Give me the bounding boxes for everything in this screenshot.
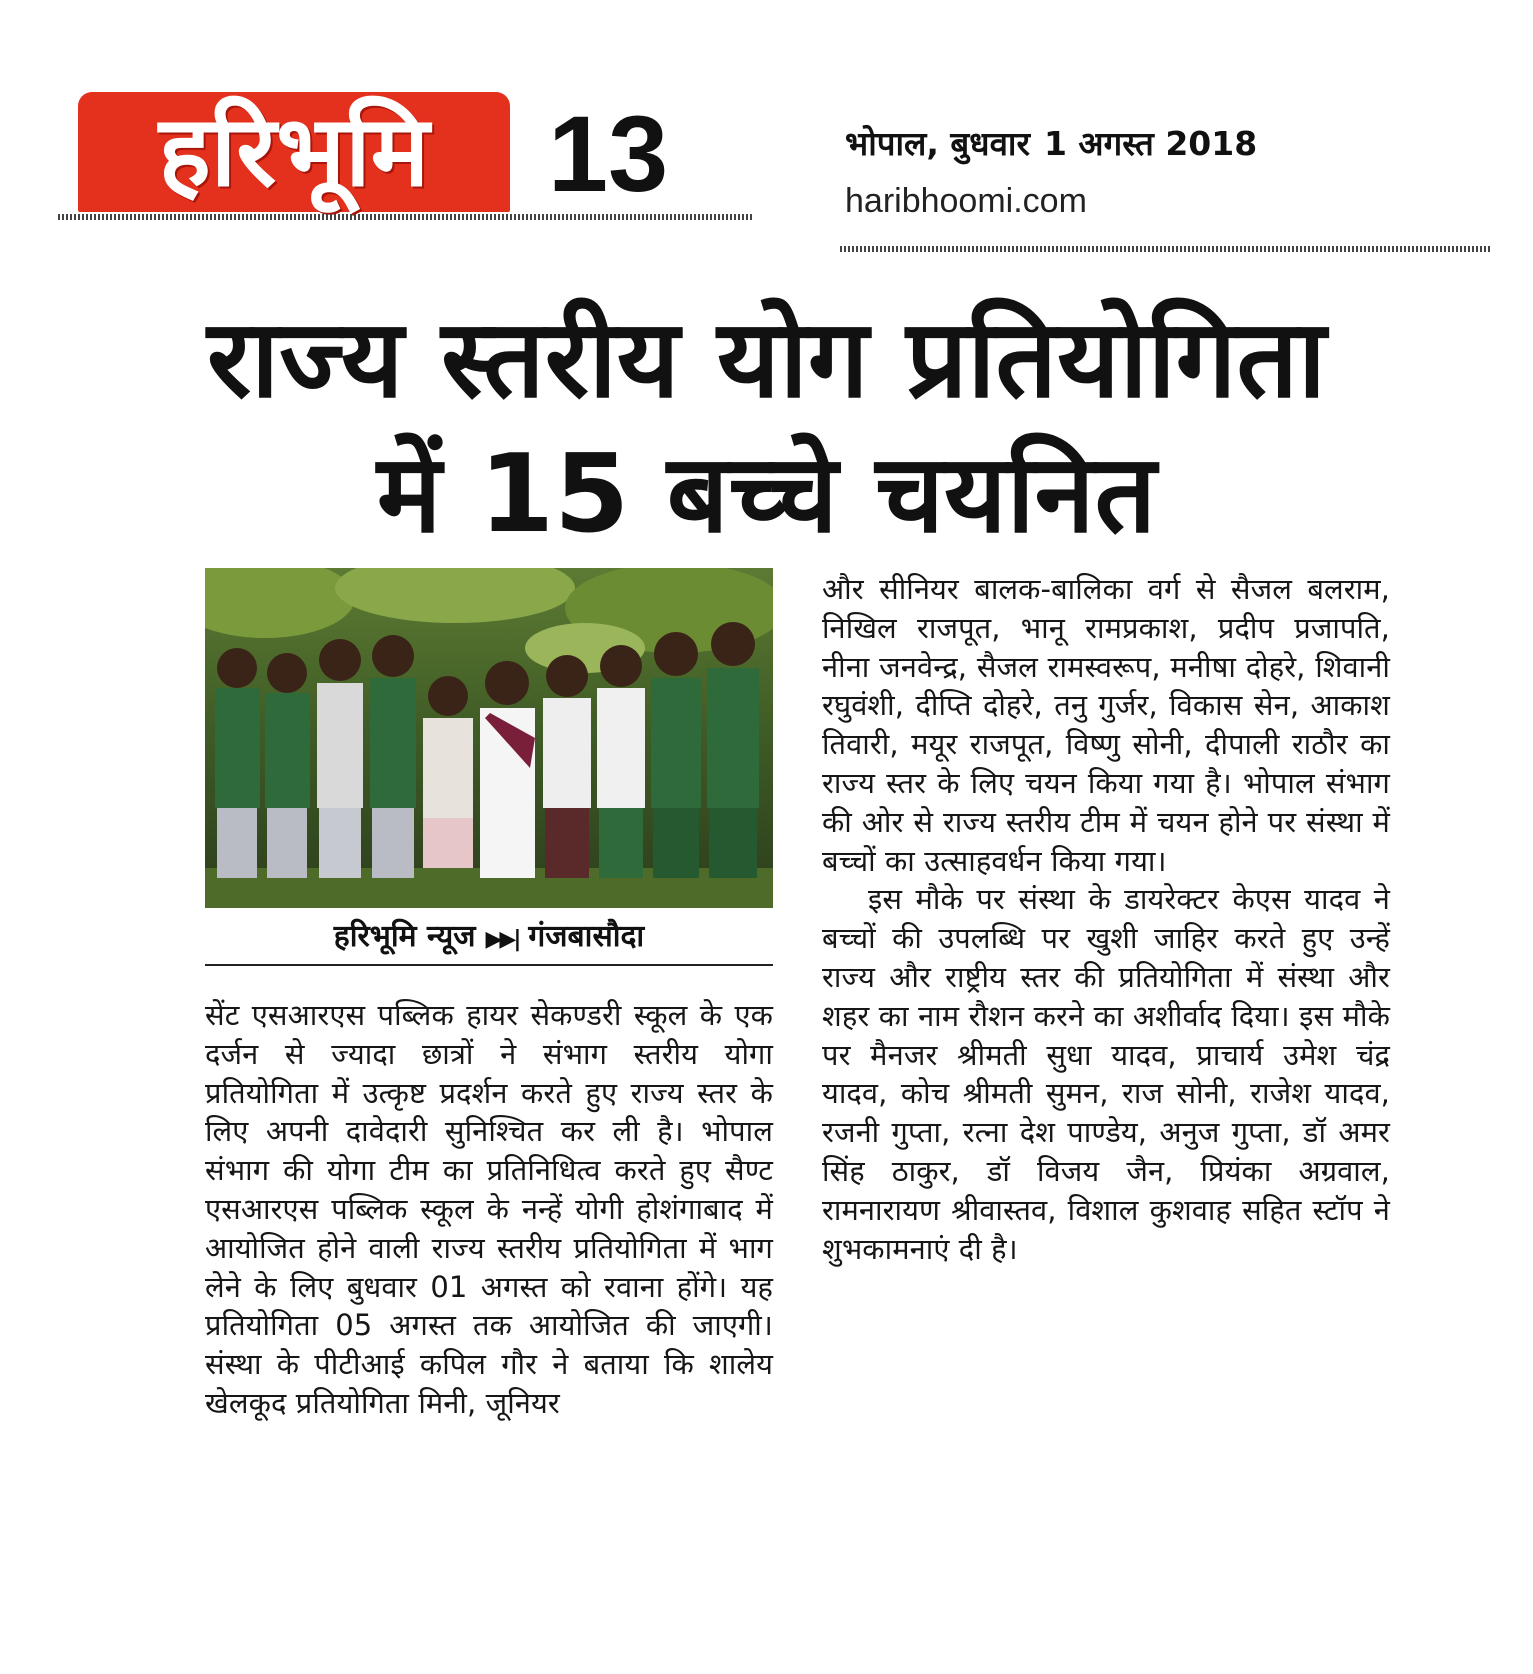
website-url: haribhoomi.com <box>845 182 1087 220</box>
issue-date: 1 अगस्त 2018 <box>1043 124 1258 163</box>
article-paragraph: और सीनियर बालक-बालिका वर्ग से सैजल बलराम, निखिल राजपूत, भानू रामप्रकाश, प्रदीप प्रजापति, नीना जनवेन्द्र, सैजल रामस्वरूप, मनीषा दोहरे, शिवानी रघुवंशी, दीप्ति दोहरे, तनु गुर्जर, विकास सेन, आकाश तिवारी, मयूर राजपूत, विष्णु सोनी, दीपाली राठौर का राज्य स्तर के लिए चयन किया गया है। भोपाल संभाग की ओर से राज्य स्तरीय टीम में चयन होने पर संस्था में बच्चों का उत्साहवर्धन किया गया। <box>822 572 1390 878</box>
article-paragraph: सेंट एसआरएस पब्लिक हायर सेकण्डरी स्कूल के एक दर्जन से ज्यादा छात्रों ने संभाग स्तरीय योगा प्रतियोगिता में उत्कृष्ट प्रदर्शन करते हुए राज्य स्तर के लिए अपनी दावेदारी सुनिश्चित कर ली है। भोपाल संभाग की योगा टीम का प्रतिनिधित्व करते हुए सैण्ट एसआरएस पब्लिक स्कूल के नन्हें योगी होशंगाबाद में आयोजित होने वाली राज्य स्तरीय प्रतियोगिता में भाग लेने के लिए बुधवार 01 अगस्त को रवाना होंगे। यह प्रतियोगिता 05 अगस्त तक आयोजित की जाएगी। संस्था के पीटीआई कपिल गौर ने बताया कि शालेय खेलकूद प्रतियोगिता मिनी, जूनियर <box>205 998 773 1420</box>
caption-source: हरिभूमि न्यूज <box>333 919 476 954</box>
article-column-right <box>822 570 1390 1268</box>
headline <box>0 292 1533 562</box>
caption-place: गंजबासौदा <box>528 919 645 954</box>
fast-forward-icon: ▶▶| <box>485 927 519 952</box>
article-paragraph: इस मौके पर संस्था के डायरेक्टर केएस यादव ने बच्चों की उपलब्धि पर खुशी जाहिर करते हुए उन्हें राज्य और राष्ट्रीय स्तर की प्रतियोगिता में संस्था और शहर का नाम रौशन करने का अशीर्वाद दिया। इस मौके पर मैनजर श्रीमती सुधा यादव, प्राचार्य उमेश चंद्र यादव, कोच श्रीमती सुमन, राज सोनी, राजेश यादव, रजनी गुप्ता, रत्ना देश पाण्डेय, अनुज गुप्ता, डॉ अमर सिंह ठाकुर, डॉ विजय जैन, प्रियंका अग्रवाल, रामनारायण श्रीवास्तव, विशाल कुशवाह सहित स्टॉप ने शुभकामनाएं दी है। <box>822 882 1390 1266</box>
dateline <box>845 120 1257 165</box>
students-group-photo <box>205 568 773 908</box>
newspaper-logo <box>78 92 510 212</box>
city-day: भोपाल, बुधवार <box>845 124 1030 163</box>
article-column-left <box>205 996 773 1423</box>
headline-line-1: राज्य स्तरीय योग प्रतियोगिता <box>206 297 1327 422</box>
photo-caption <box>205 914 773 955</box>
masthead-rule-left <box>58 214 754 220</box>
caption-divider <box>205 964 773 966</box>
headline-line-2: में 15 बच्चे चयनित <box>376 432 1157 557</box>
news-photo <box>205 568 773 908</box>
logo-text: हरिभूमि <box>158 95 430 209</box>
page-number: 13 <box>548 93 669 214</box>
masthead-rule-right <box>840 246 1490 252</box>
